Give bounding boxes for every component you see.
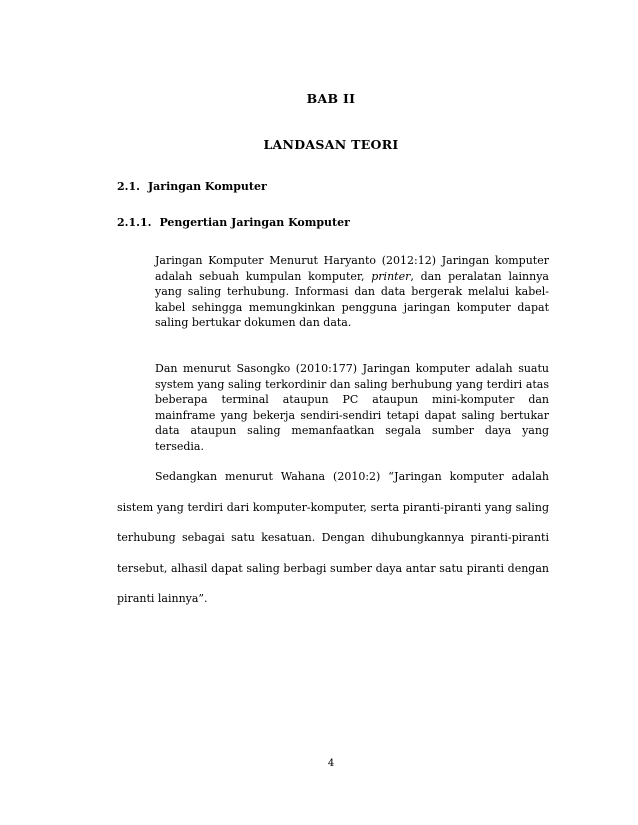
body-paragraph-wahana: Sedangkan menurut Wahana (2010:2) “Jaringan komputer adalah sistem yang terdiri dari komputer-komputer, serta piranti-piranti yang saling terhubung sebagai satu kesatuan. Dengan dihubungkannya piranti-piranti tersebut, alhasil dapat saling berbagi sumber daya antar satu piranti dengan piranti lainnya”. bbox=[117, 470, 549, 605]
page-number: 4 bbox=[327, 758, 335, 769]
quote-1-text-start: Jaringan Komputer Menurut Haryanto (2012:12) Jaringan komputer adalah sebuah kumpulan komputer, bbox=[155, 254, 549, 283]
section-heading bbox=[117, 180, 267, 193]
subsection-number: 2.1.1. bbox=[117, 216, 152, 229]
chapter-title: LANDASAN TEORI bbox=[263, 137, 399, 152]
quote-1-text-end: , dan peralatan lainnya yang saling terhubung. Informasi dan data bergerak melalui kabel-kabel sehingga memungkinkan pengguna jaringan komputer dapat saling bertukar dokumen dan data. bbox=[155, 269, 549, 330]
section-title: Jaringan Komputer bbox=[147, 180, 267, 193]
quote-block-haryanto bbox=[155, 253, 549, 331]
quote-1-italic-term: printer bbox=[371, 269, 411, 283]
subsection-title: Pengertian Jaringan Komputer bbox=[159, 216, 350, 229]
section-number: 2.1. bbox=[117, 180, 140, 193]
chapter-number: BAB II bbox=[306, 91, 356, 106]
subsection-heading bbox=[117, 216, 350, 229]
quote-block-sasongko: Dan menurut Sasongko (2010:177) Jaringan komputer adalah suatu system yang saling terkordinir dan saling berhubung yang terdiri atas beberapa terminal ataupun PC ataupun mini-komputer dan mainframe yang bekerja sendiri-sendiri tetapi dapat saling bertukar data ataupun saling memanfaatkan segala sumber daya yang tersedia. bbox=[155, 362, 549, 453]
